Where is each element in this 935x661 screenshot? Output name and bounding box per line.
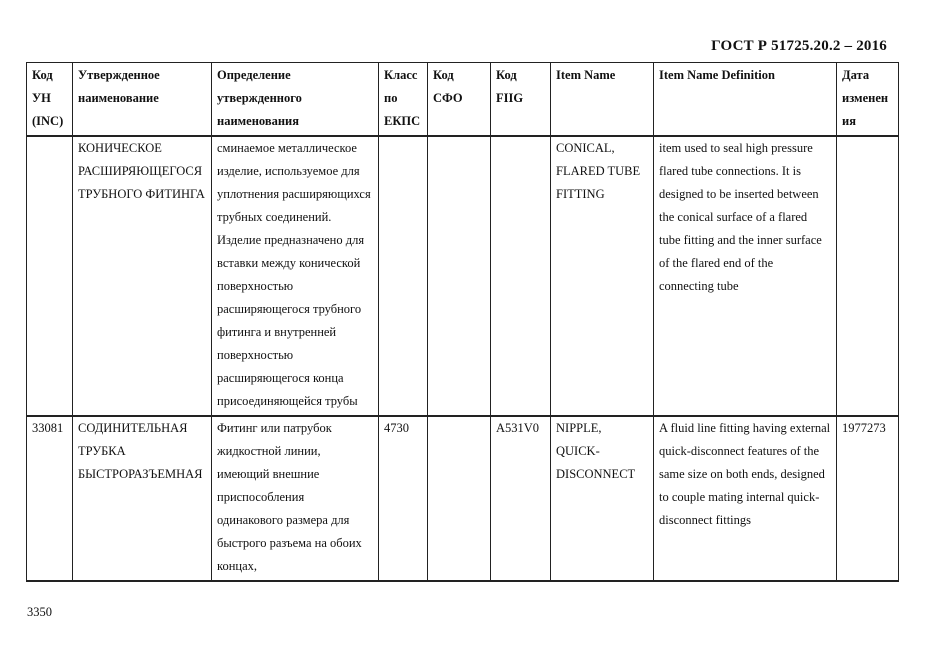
column-header-item-name: Item Name: [551, 63, 654, 137]
column-header-approved-name: Утвержденное наименование: [73, 63, 212, 137]
column-header-sfo-code: Код СФО: [428, 63, 491, 137]
column-header-inc: Код УН (INC): [27, 63, 73, 137]
cell-fiig-code: [491, 136, 551, 416]
table-row: [27, 136, 899, 416]
cell-definition: сминаемое металлическое изделие, используемое для уплотнения расширяющихся трубных соединений. Изделие предназначено для вставки между конической поверхностью расширяющегося трубного фитинга и внутренней поверхностью расширяющегося конца присоединяющейся трубы: [212, 136, 379, 416]
cell-item-name-definition: item used to seal high pressure flared tube connections. It is designed to be inserted between the conical surface of a flared tube fitting and the inner surface of the flared end of the connecting tube: [654, 136, 837, 416]
table-row: [27, 416, 899, 581]
cell-item-name: CONICAL, FLARED TUBE FITTING: [551, 136, 654, 416]
cell-sfo-code: [428, 416, 491, 581]
cell-inc: 33081: [27, 416, 73, 581]
column-header-ekps-class: Класс по ЕКПС: [379, 63, 428, 137]
cell-definition: Фитинг или патрубок жидкостной линии, имеющий внешние приспособления одинакового размера для быстрого разъема на обоих концах,: [212, 416, 379, 581]
cell-ekps-class: 4730: [379, 416, 428, 581]
cell-change-date: 1977273: [837, 416, 899, 581]
nomenclature-table: [26, 62, 899, 582]
cell-sfo-code: [428, 136, 491, 416]
document-standard-code: ГОСТ Р 51725.20.2 – 2016: [711, 38, 887, 54]
column-header-item-name-definition: Item Name Definition: [654, 63, 837, 137]
cell-approved-name: СОДИНИТЕЛЬНАЯ ТРУБКА БЫСТРОРАЗЪЕМНАЯ: [73, 416, 212, 581]
cell-item-name-definition: A fluid line fitting having external quick-disconnect features of the same size on both ends, designed to couple mating internal quick-disconnect fittings: [654, 416, 837, 581]
table-header-row: [27, 63, 899, 137]
column-header-change-date: Дата изменения: [837, 63, 899, 137]
cell-inc: [27, 136, 73, 416]
column-header-definition: Определение утвержденного наименования: [212, 63, 379, 137]
cell-item-name: NIPPLE, QUICK-DISCONNECT: [551, 416, 654, 581]
column-header-fiig-code: Код FIIG: [491, 63, 551, 137]
cell-fiig-code: A531V0: [491, 416, 551, 581]
cell-change-date: [837, 136, 899, 416]
cell-ekps-class: [379, 136, 428, 416]
page-number: 3350: [27, 605, 52, 619]
cell-approved-name: КОНИЧЕСКОЕ РАСШИРЯЮЩЕГОСЯ ТРУБНОГО ФИТИНГА: [73, 136, 212, 416]
